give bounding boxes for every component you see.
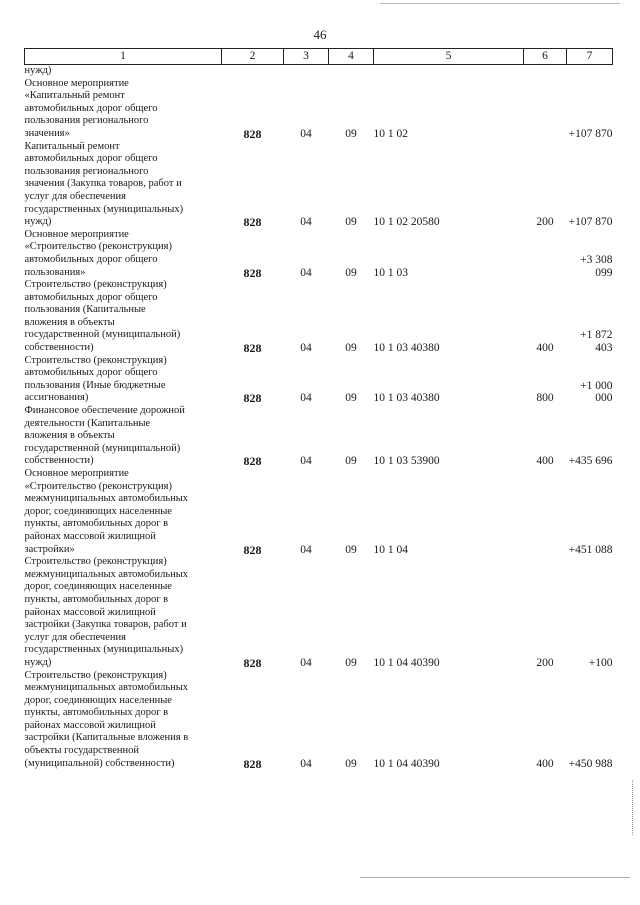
table-row [25, 468, 613, 556]
item-name-line: нужд) [24, 216, 52, 228]
subsection-code-cell [329, 65, 374, 78]
expense-type-code-cell: 400 [536, 757, 554, 770]
column-header: 7 [567, 49, 613, 65]
ministry-code-cell: 828 [243, 265, 262, 280]
item-name-line: Основное мероприятие [24, 468, 129, 479]
expense-type-code-cell [524, 78, 567, 141]
target-article-code-cell: 10 1 02 20580 [373, 216, 440, 229]
amount-cell: +107 870 [568, 127, 613, 140]
subsection-code-cell: 09 [345, 216, 357, 229]
ministry-code-cell: 828 [243, 215, 262, 230]
table-row [25, 556, 613, 669]
item-name-cell [25, 355, 222, 405]
expense-type-code-cell [524, 65, 567, 78]
target-article-code-cell: 10 1 03 [373, 266, 408, 279]
table-row [25, 279, 613, 355]
item-name-line: государственных (муниципальных) [24, 644, 184, 656]
item-name-line: услуг для обеспечения [24, 190, 126, 202]
scan-edge-bottom [360, 877, 630, 878]
section-code-cell: 04 [300, 266, 312, 279]
item-name-line: дорог, соединяющих населенные [24, 581, 172, 593]
item-name-line: «Строительство (реконструкция) [24, 241, 172, 253]
item-name-line: собственности) [24, 342, 94, 354]
column-header: 1 [25, 49, 222, 65]
table-row [25, 229, 613, 279]
section-code-cell: 04 [300, 216, 312, 229]
target-article-code-cell: 10 1 03 40380 [373, 392, 440, 405]
table-row [25, 405, 613, 468]
column-header: 6 [524, 49, 567, 65]
subsection-code-cell: 09 [345, 543, 357, 556]
table-header-row [25, 49, 613, 65]
subsection-code-cell: 09 [345, 342, 357, 355]
target-article-code-cell: 10 1 04 40390 [373, 656, 440, 669]
item-name-line: пользования (Капитальные [24, 304, 146, 316]
item-name-line: районах массовой жилищной [24, 719, 156, 731]
item-name-line: пользования (Иные бюджетные [24, 379, 166, 391]
ministry-code-cell: 828 [243, 454, 262, 469]
item-name-line: автомобильных дорог общего [24, 291, 158, 303]
item-name-cell [25, 279, 222, 355]
column-header: 3 [284, 49, 329, 65]
item-name-cell [25, 229, 222, 279]
item-name-line: Строительство (реконструкция) [24, 279, 167, 291]
amount-cell: +435 696 [568, 455, 613, 468]
amount-cell: +100 [588, 656, 613, 669]
scan-edge-right [632, 780, 633, 835]
item-name-line: межмуниципальных автомобильных [24, 568, 189, 580]
item-name-line: Основное мероприятие [24, 77, 129, 89]
item-name-line: Капитальный ремонт [24, 140, 120, 152]
item-name-line: собственности) [24, 455, 94, 467]
item-name-line: застройки» [24, 543, 75, 555]
item-name-line: деятельности (Капитальные [24, 417, 151, 429]
subsection-code-cell: 09 [345, 455, 357, 468]
column-header: 4 [329, 49, 374, 65]
target-article-code-cell: 10 1 03 53900 [373, 455, 440, 468]
item-name-line: Строительство (реконструкция) [24, 354, 167, 366]
item-name-line: нужд) [24, 656, 52, 668]
item-name-line: объекты государственной [24, 745, 139, 757]
item-name-cell [25, 78, 222, 141]
item-name-line: пользования регионального [24, 165, 149, 177]
expense-type-code-cell: 400 [536, 342, 554, 355]
target-article-code-cell [374, 65, 524, 78]
item-name-line: межмуниципальных автомобильных [24, 493, 189, 505]
table-row [25, 78, 613, 141]
item-name-line: государственной (муниципальной) [24, 329, 181, 341]
subsection-code-cell: 09 [345, 127, 357, 140]
subsection-code-cell: 09 [345, 392, 357, 405]
item-name-line: услуг для обеспечения [24, 631, 126, 643]
section-code-cell: 04 [300, 757, 312, 770]
table-row [25, 141, 613, 229]
target-article-code-cell: 10 1 04 40390 [373, 757, 440, 770]
amount-cell: +450 988 [568, 757, 613, 770]
item-name-cell [25, 670, 222, 771]
item-name-cell [25, 468, 222, 556]
budget-table [24, 48, 613, 770]
item-name-line: значения (Закупка товаров, работ и [24, 178, 182, 190]
item-name-line: дорог, соединяющих населенные [24, 694, 172, 706]
expense-type-code-cell: 800 [536, 392, 554, 405]
expense-type-code-cell: 400 [536, 455, 554, 468]
item-name-line: автомобильных дорог общего [24, 102, 158, 114]
expense-type-code-cell [524, 229, 567, 279]
item-name-line: Основное мероприятие [24, 228, 129, 240]
target-article-code-cell: 10 1 02 [373, 127, 408, 140]
amount-cell: +451 088 [568, 543, 613, 556]
section-code-cell: 04 [300, 656, 312, 669]
section-code-cell: 04 [300, 342, 312, 355]
item-name-line: Строительство (реконструкция) [24, 556, 167, 568]
subsection-code-cell: 09 [345, 656, 357, 669]
section-code-cell: 04 [300, 455, 312, 468]
item-name-cell [25, 141, 222, 229]
expense-type-code-cell: 200 [536, 656, 554, 669]
item-name-line: (муниципальной) собственности) [24, 757, 175, 769]
item-name-line: пункты, автомобильных дорог в [24, 518, 169, 530]
item-name-line: «Капитальный ремонт [24, 90, 125, 102]
amount-cell [567, 65, 613, 78]
column-header: 5 [374, 49, 524, 65]
item-name-line: пункты, автомобильных дорог в [24, 593, 169, 605]
item-name-line: нужд) [24, 65, 52, 76]
item-name-line: застройки (Закупка товаров, работ и [24, 619, 187, 631]
item-name-line: вложения в объекты [24, 430, 115, 442]
item-name-line: автомобильных дорог общего [24, 153, 158, 165]
item-name-line: дорог, соединяющих населенные [24, 505, 172, 517]
ministry-code-cell: 828 [243, 655, 262, 670]
page-number: 46 [313, 27, 327, 42]
item-name-line: межмуниципальных автомобильных [24, 682, 189, 694]
item-name-line: Финансовое обеспечение дорожной [24, 405, 185, 417]
item-name-line: пользования» [24, 266, 86, 278]
item-name-line: автомобильных дорог общего [24, 253, 158, 265]
item-name-line: «Строительство (реконструкция) [24, 480, 172, 492]
amount-cell: +107 870 [568, 216, 613, 229]
amount-cell: +1 872 403 [580, 329, 613, 355]
table-row [25, 670, 613, 771]
target-article-code-cell: 10 1 03 40380 [373, 342, 440, 355]
item-name-line: значения» [24, 127, 70, 139]
amount-cell: +3 308 099 [580, 253, 613, 279]
item-name-line: районах массовой жилищной [24, 530, 156, 542]
item-name-line: застройки (Капитальные вложения в [24, 732, 189, 744]
item-name-line: вложения в объекты [24, 316, 115, 328]
item-name-cell [25, 405, 222, 468]
item-name-line: пользования регионального [24, 115, 149, 127]
item-name-line: районах массовой жилищной [24, 606, 156, 618]
ministry-code-cell [222, 65, 284, 78]
ministry-code-cell: 828 [243, 391, 262, 406]
item-name-line: ассигнования) [24, 392, 89, 404]
table-row [25, 65, 613, 78]
item-name-line: автомобильных дорог общего [24, 367, 158, 379]
expense-type-code-cell [524, 468, 567, 556]
ministry-code-cell: 828 [243, 756, 262, 771]
item-name-cell [25, 556, 222, 669]
ministry-code-cell: 828 [243, 542, 262, 557]
expense-type-code-cell: 200 [536, 216, 554, 229]
section-code-cell: 04 [300, 127, 312, 140]
item-name-line: государственных (муниципальных) [24, 203, 184, 215]
item-name-line: пункты, автомобильных дорог в [24, 707, 169, 719]
section-code-cell: 04 [300, 543, 312, 556]
item-name-cell [25, 65, 222, 78]
amount-cell: +1 000 000 [580, 379, 613, 405]
table-row [25, 355, 613, 405]
target-article-code-cell: 10 1 04 [373, 543, 408, 556]
column-header: 2 [222, 49, 284, 65]
item-name-line: Строительство (реконструкция) [24, 669, 167, 681]
ministry-code-cell: 828 [243, 341, 262, 356]
section-code-cell: 04 [300, 392, 312, 405]
section-code-cell [284, 65, 329, 78]
item-name-line: государственной (муниципальной) [24, 442, 181, 454]
subsection-code-cell: 09 [345, 757, 357, 770]
scan-edge-top [380, 3, 620, 4]
ministry-code-cell: 828 [243, 126, 262, 141]
subsection-code-cell: 09 [345, 266, 357, 279]
